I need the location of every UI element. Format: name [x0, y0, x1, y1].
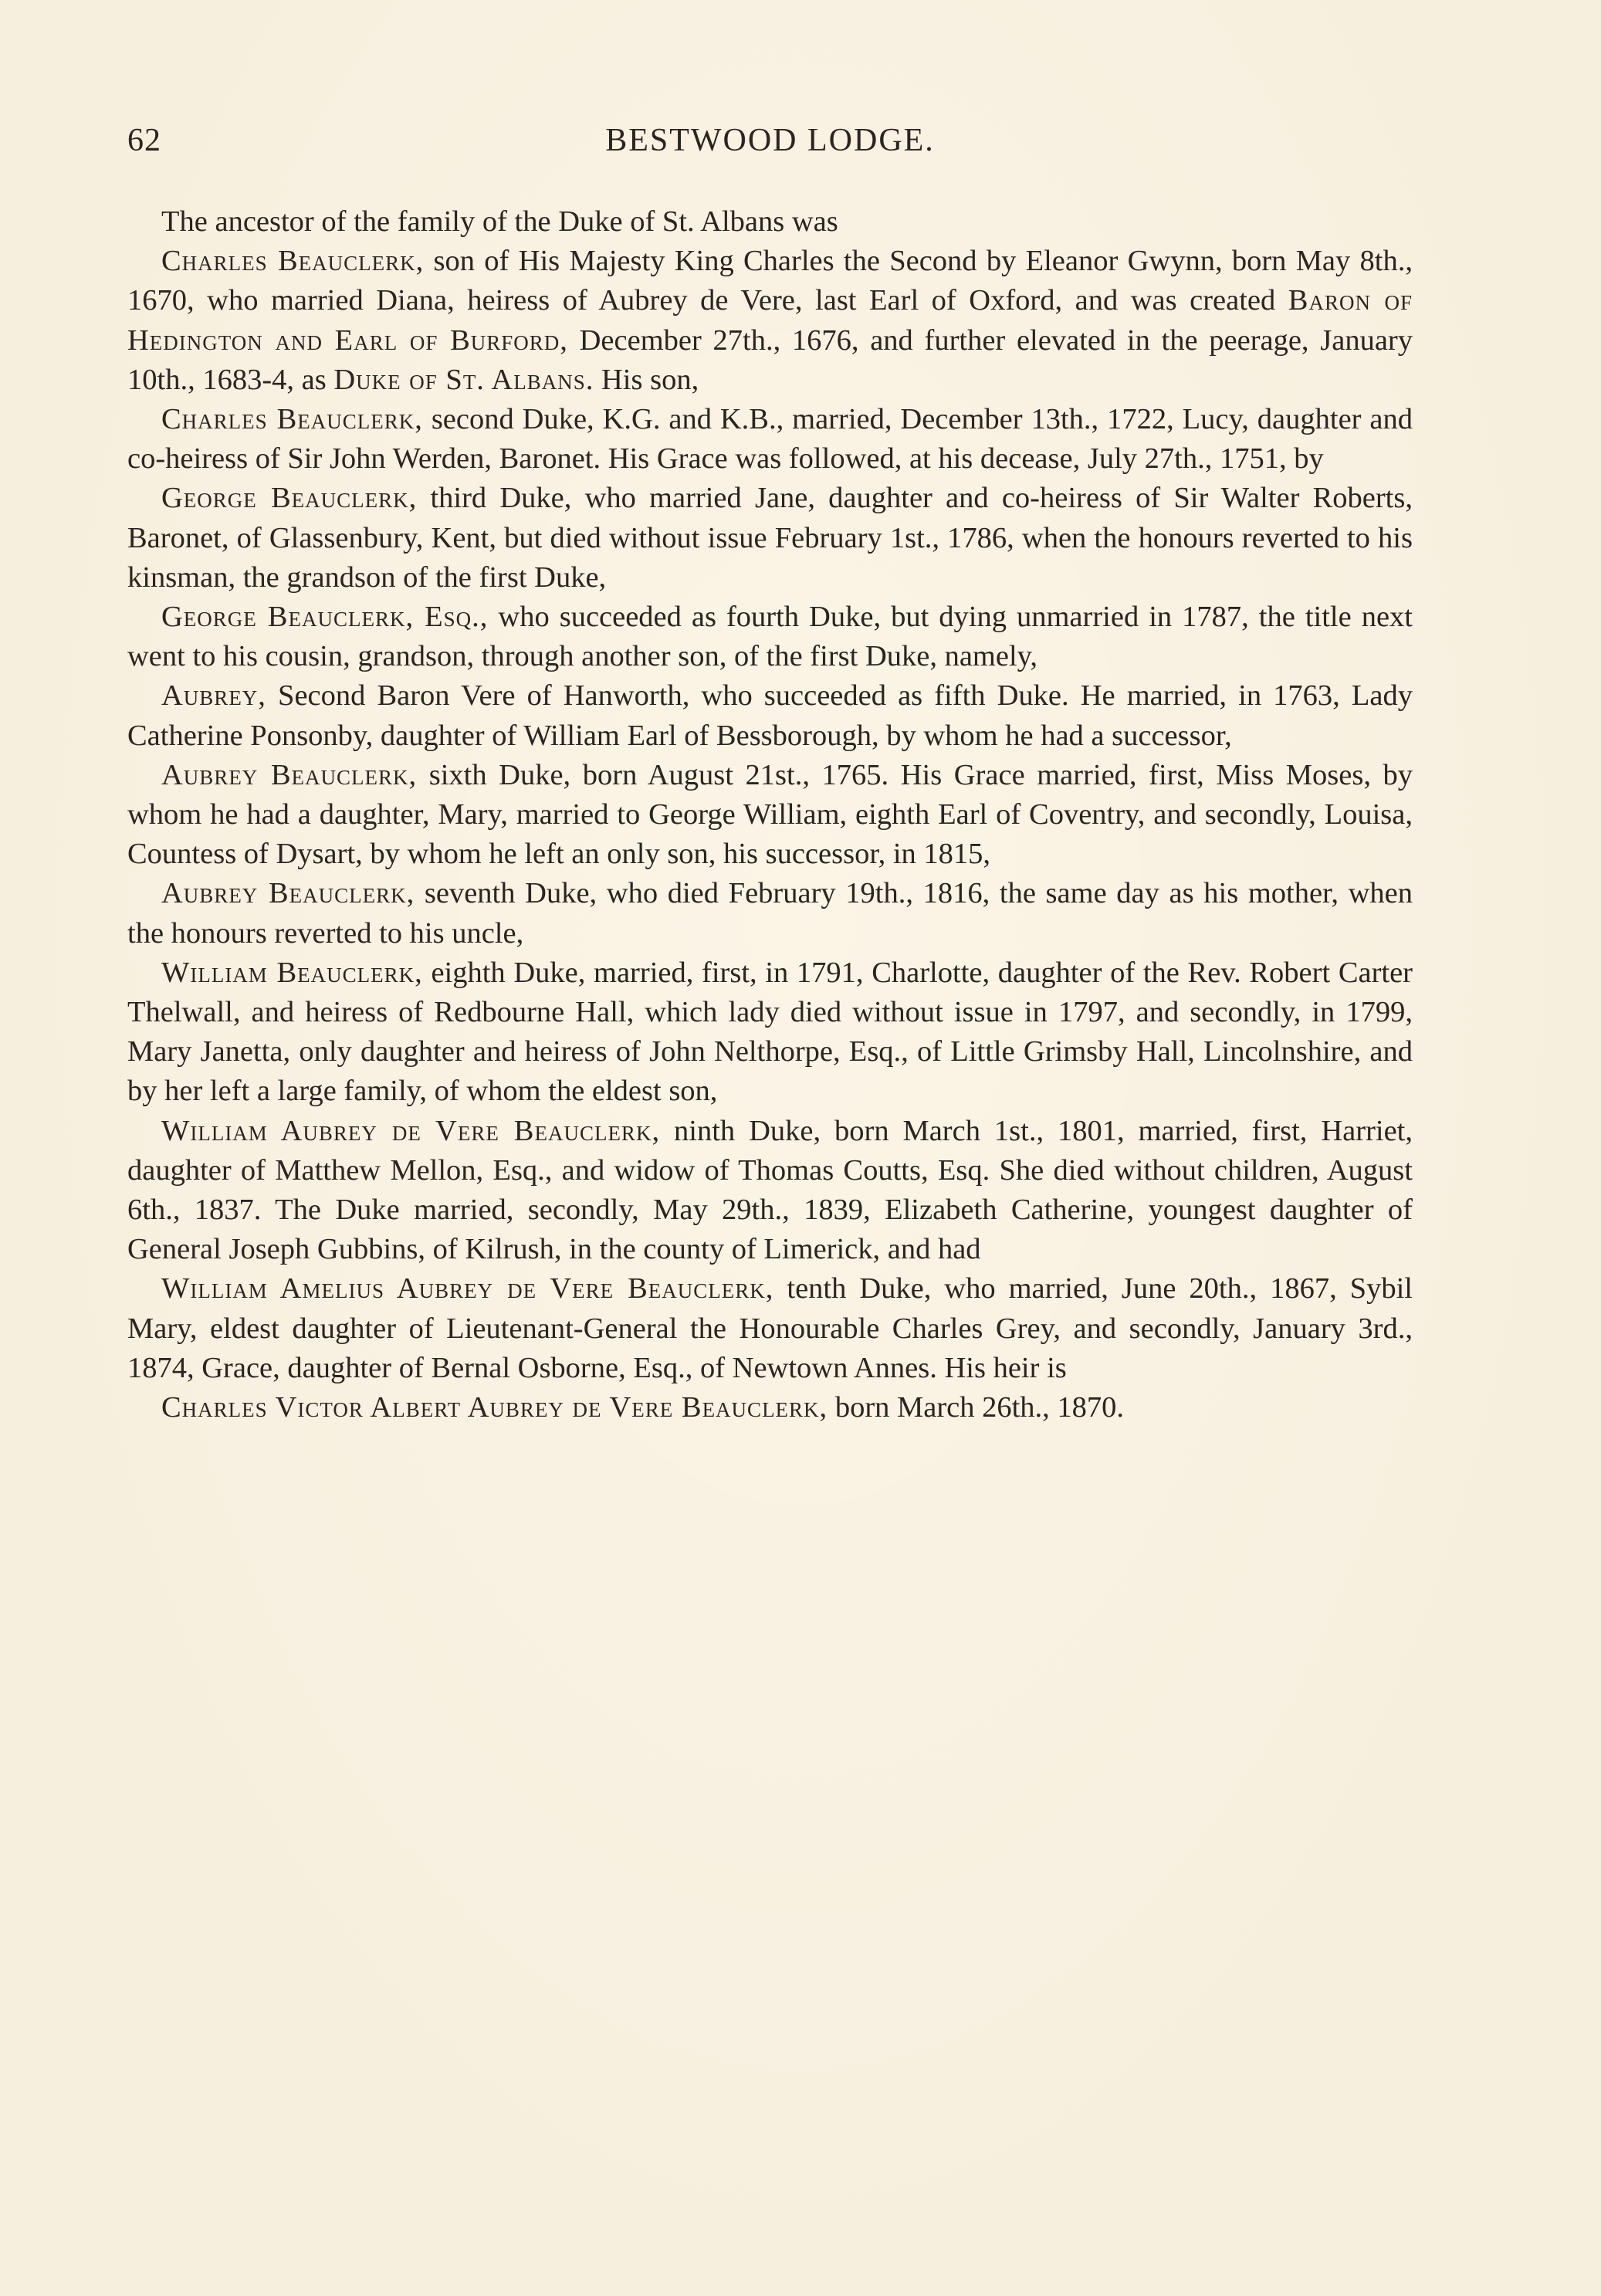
- paragraph-tenth-duke: [127, 1269, 1413, 1388]
- person-name: George Beauclerk,: [161, 482, 418, 515]
- person-name: Charles Victor Albert Aubrey de Vere Beauclerk,: [161, 1391, 828, 1424]
- paragraph-text: third Duke, who married Jane, daughter and co-heiress of Sir Walter Roberts, Baronet, of Glassenbury, Kent, but died without issue February 1st., 1786, when the honours reverted to his kinsman, the grandson of the first Duke,: [127, 482, 1413, 594]
- paragraph-fourth-duke: [127, 598, 1413, 676]
- body-text: [127, 202, 1413, 1427]
- paragraph-text: eighth Duke, married, first, in 1791, Charlotte, daughter of the Rev. Robert Carter Thelwall, and heiress of Redbourne Hall, which lady died without issue in 1797, and secondly, in 1799, Mary Janetta, only daughter and heiress of John Nelthorpe, Esq., of Little Grimsby Hall, Lincolnshire, and by her left a large family, of whom the eldest son,: [127, 956, 1413, 1108]
- title-name: Baron of Hedington and Earl of Burford,: [127, 284, 1413, 357]
- paragraph-intro: [127, 202, 1413, 242]
- paragraph-sixth-duke: [127, 756, 1413, 875]
- person-name: Charles Beauclerk,: [161, 245, 425, 278]
- person-name: William Amelius Aubrey de Vere Beauclerk,: [161, 1272, 774, 1305]
- person-name: William Aubrey de Vere Beauclerk,: [161, 1114, 661, 1147]
- page-header: [127, 122, 1413, 168]
- paragraph-second-duke: [127, 400, 1413, 479]
- person-name: Charles Beauclerk,: [161, 403, 423, 436]
- title-name: Duke of St. Albans.: [333, 363, 594, 396]
- paragraph-heir: [127, 1388, 1413, 1427]
- paragraph-text: born March 26th., 1870.: [828, 1391, 1125, 1424]
- paragraph-text: His son,: [594, 363, 699, 396]
- paragraph-third-duke: [127, 479, 1413, 598]
- paragraph-text: who succeeded as fourth Duke, but dying unmarried in 1787, the title next went to his cousin, grandson, through another son, of the first Duke, namely,: [127, 601, 1413, 673]
- paragraph-text: son of His Majesty King Charles the Second by Eleanor Gwynn, born May 8th., 1670, who married Diana, heiress of Aubrey de Vere, last Earl of Oxford, and was created: [127, 245, 1413, 317]
- paragraph-text: The ancestor of the family of the Duke of St. Albans was: [161, 205, 838, 238]
- paragraph-text: seventh Duke, who died February 19th., 1816, the same day as his mother, when the honours reverted to his uncle,: [127, 877, 1413, 950]
- paragraph-eighth-duke: [127, 953, 1413, 1112]
- paragraph-ninth-duke: [127, 1112, 1413, 1270]
- paragraph-text: ninth Duke, born March 1st., 1801, married, first, Harriet, daughter of Matthew Mellon, Esq., and widow of Thomas Coutts, Esq. She died without children, August 6th., 1837. The Duke married, secondly, May 29th., 1839, Elizabeth Catherine, youngest daughter of General Joseph Gubbins, of Kilrush, in the county of Limerick, and had: [127, 1114, 1413, 1266]
- paragraph-text: Second Baron Vere of Hanworth, who succeeded as fifth Duke. He married, in 1763, Lady Catherine Ponsonby, daughter of William Earl of Bessborough, by whom he had a successor,: [127, 679, 1413, 752]
- page-number: 62: [127, 123, 161, 158]
- paragraph-text: tenth Duke, who married, June 20th., 1867, Sybil Mary, eldest daughter of Lieutenant-General the Honourable Charles Grey, and secondly, January 3rd., 1874, Grace, daughter of Bernal Osborne, Esq., of Newtown Annes. His heir is: [127, 1272, 1413, 1384]
- paragraph-first-duke: [127, 242, 1413, 400]
- person-name: Aubrey Beauclerk,: [161, 877, 415, 910]
- paragraph-text: December 27th., 1676, and further elevated in the peerage, January 10th., 1683-4, as: [127, 323, 1413, 396]
- paragraph-seventh-duke: [127, 874, 1413, 953]
- person-name: Aubrey Beauclerk,: [161, 758, 418, 791]
- running-title: BESTWOOD LODGE.: [605, 123, 935, 158]
- paragraph-fifth-duke: [127, 676, 1413, 755]
- paragraph-text: second Duke, K.G. and K.B., married, December 13th., 1722, Lucy, daughter and co-heiress of Sir John Werden, Baronet. His Grace was followed, at his decease, July 27th., 1751, by: [127, 403, 1413, 476]
- person-name: William Beauclerk,: [161, 956, 423, 989]
- person-name: Aubrey,: [161, 679, 266, 713]
- person-name: George Beauclerk, Esq.,: [161, 601, 489, 634]
- paragraph-text: sixth Duke, born August 21st., 1765. His Grace married, first, Miss Moses, by whom he had a daughter, Mary, married to George William, eighth Earl of Coventry, and secondly, Louisa, Countess of Dysart, by whom he left an only son, his successor, in 1815,: [127, 758, 1413, 871]
